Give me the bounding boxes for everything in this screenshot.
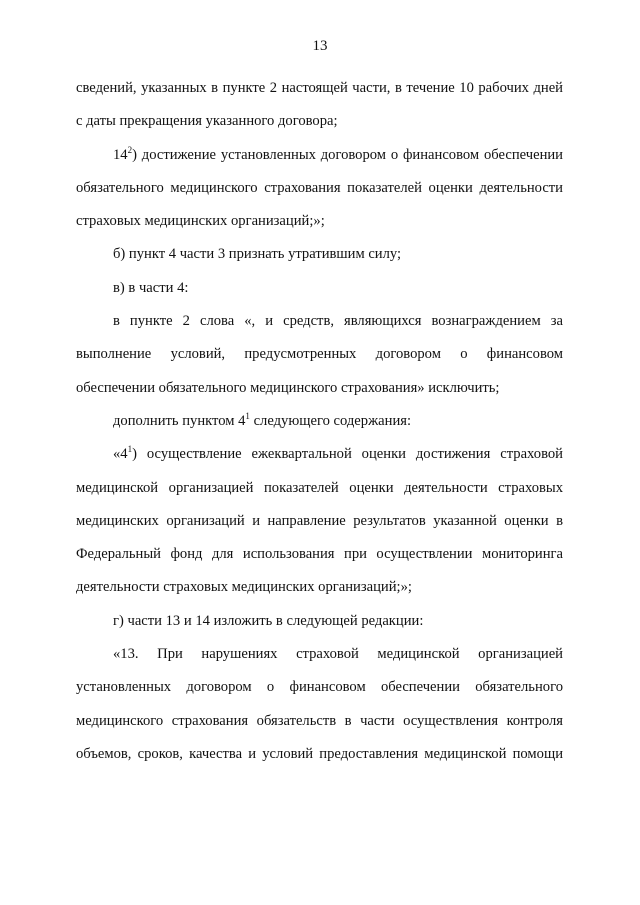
item-text: ) достижение установленных договором о финансовом обеспечении обязательного медицинского страхования показателей оценки деятельности страховых медицинских организаций;»; [76, 146, 563, 230]
paragraph-point-2: в пункте 2 слова «, и средств, являющихся вознаграждением за выполнение условий, предусмотренных договором о финансовом обеспечении обязательного медицинского страхования» исключить; [76, 313, 563, 396]
add-point-text: дополнить пунктом 4 [113, 412, 246, 429]
paragraph-subitem-v: в) в части 4: [113, 279, 189, 296]
paragraph-part-13: «13. При нарушениях страховой медицинской организацией установленных договором о финансовом обеспечении обязательного медицинского страхования обязательств в части осуществления контроля объемов, сроков, качества и условий предоставления медицинской помощи [76, 646, 563, 762]
paragraph-subitem-g: г) части 13 и 14 изложить в следующей редакции: [113, 612, 424, 629]
item-text: ) осуществление ежеквартальной оценки достижения страховой медицинской организацией показателей оценки деятельности страховых медицинских организаций и направление результатов указанной оценки в Федеральный фонд для использования при осуществлении мониторинга деятельности страховых медицинских организаций;»; [76, 446, 563, 596]
paragraph-add-point [76, 405, 563, 438]
paragraph-item-14-2 [76, 139, 563, 239]
item-number: «4 [113, 446, 128, 463]
paragraph-continuation: сведений, указанных в пункте 2 настоящей части, в течение 10 рабочих дней с даты прекращения указанного договора; [76, 80, 563, 130]
page-number: 13 [312, 38, 328, 54]
item-superscript: 2 [127, 144, 133, 155]
item-superscript: 1 [127, 444, 133, 455]
item-number: 14 [113, 146, 128, 163]
add-point-superscript: 1 [245, 410, 250, 421]
paragraph-subitem-b: б) пункт 4 части 3 признать утратившим силу; [113, 246, 402, 263]
document-body [76, 72, 563, 771]
add-point-suffix: следующего содержания: [249, 412, 412, 429]
paragraph-item-4-1 [76, 438, 563, 604]
